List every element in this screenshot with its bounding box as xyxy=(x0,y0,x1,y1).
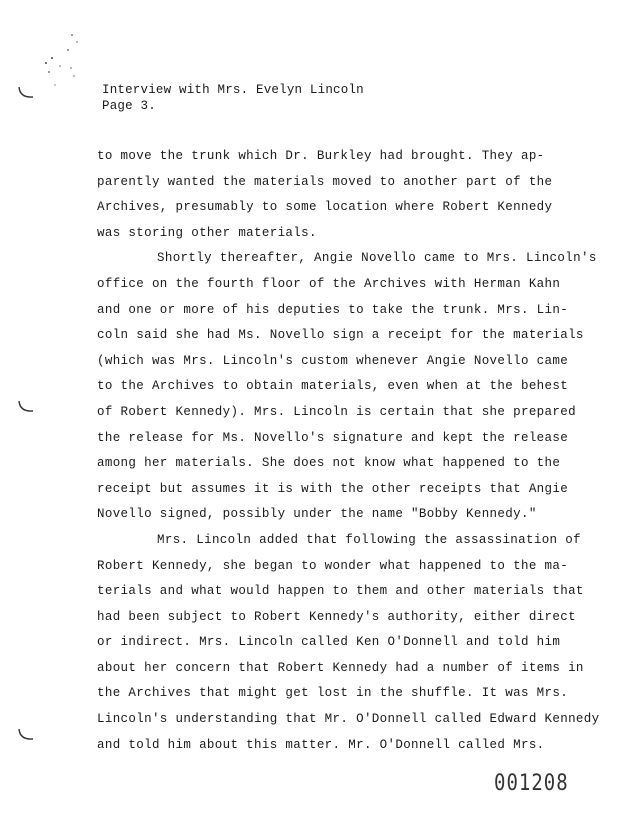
text-line: terials and what would happen to them and other materials that xyxy=(97,584,584,599)
body-text xyxy=(97,144,600,758)
text-line: the release for Ms. Novello's signature and kept the release xyxy=(97,430,569,445)
text-line: Lincoln's understanding that Mr. O'Donnell called Edward Kennedy xyxy=(97,712,600,727)
text-line: to the Archives to obtain materials, even when at the behest xyxy=(97,379,569,394)
text-line: coln said she had Ms. Novello sign a receipt for the materials xyxy=(97,328,584,343)
text-line: had been subject to Robert Kennedy's authority, either direct xyxy=(97,609,576,624)
binder-hole-mark-middle xyxy=(17,400,35,414)
text-line: of Robert Kennedy). Mrs. Lincoln is certain that she prepared xyxy=(97,404,576,419)
text-line: the Archives that might get lost in the shuffle. It was Mrs. xyxy=(97,686,569,701)
text-line: and told him about this matter. Mr. O'Donnell called Mrs. xyxy=(97,737,545,752)
scan-speck-marks xyxy=(40,30,90,90)
document-number-stamp: 001208 xyxy=(494,770,569,796)
text-line: parently wanted the materials moved to another part of the xyxy=(97,174,553,189)
text-line: Robert Kennedy, she began to wonder what happened to the ma- xyxy=(97,558,569,573)
document-title: Interview with Mrs. Evelyn Lincoln xyxy=(102,83,364,97)
text-line: or indirect. Mrs. Lincoln called Ken O'Donnell and told him xyxy=(97,635,561,650)
binder-hole-mark-bottom xyxy=(17,728,35,742)
text-line: about her concern that Robert Kennedy had a number of items in xyxy=(97,660,584,675)
text-line: office on the fourth floor of the Archives with Herman Kahn xyxy=(97,276,561,291)
text-line: Archives, presumably to some location where Robert Kennedy xyxy=(97,200,553,215)
text-line: Novello signed, possibly under the name "Bobby Kennedy." xyxy=(97,507,537,522)
paragraph-start-line: Shortly thereafter, Angie Novello came to Mrs. Lincoln's xyxy=(157,251,597,266)
text-line: was storing other materials. xyxy=(97,225,317,240)
binder-hole-mark-top xyxy=(17,86,35,100)
text-line: (which was Mrs. Lincoln's custom whenever Angie Novello came xyxy=(97,353,569,368)
text-line: and one or more of his deputies to take the trunk. Mrs. Lin- xyxy=(97,302,569,317)
paragraph-start-line: Mrs. Lincoln added that following the assassination of xyxy=(157,532,581,547)
text-line: receipt but assumes it is with the other receipts that Angie xyxy=(97,481,569,496)
page-label: Page 3. xyxy=(102,99,156,113)
text-line: among her materials. She does not know what happened to the xyxy=(97,456,561,471)
text-line: to move the trunk which Dr. Burkley had brought. They ap- xyxy=(97,149,545,163)
